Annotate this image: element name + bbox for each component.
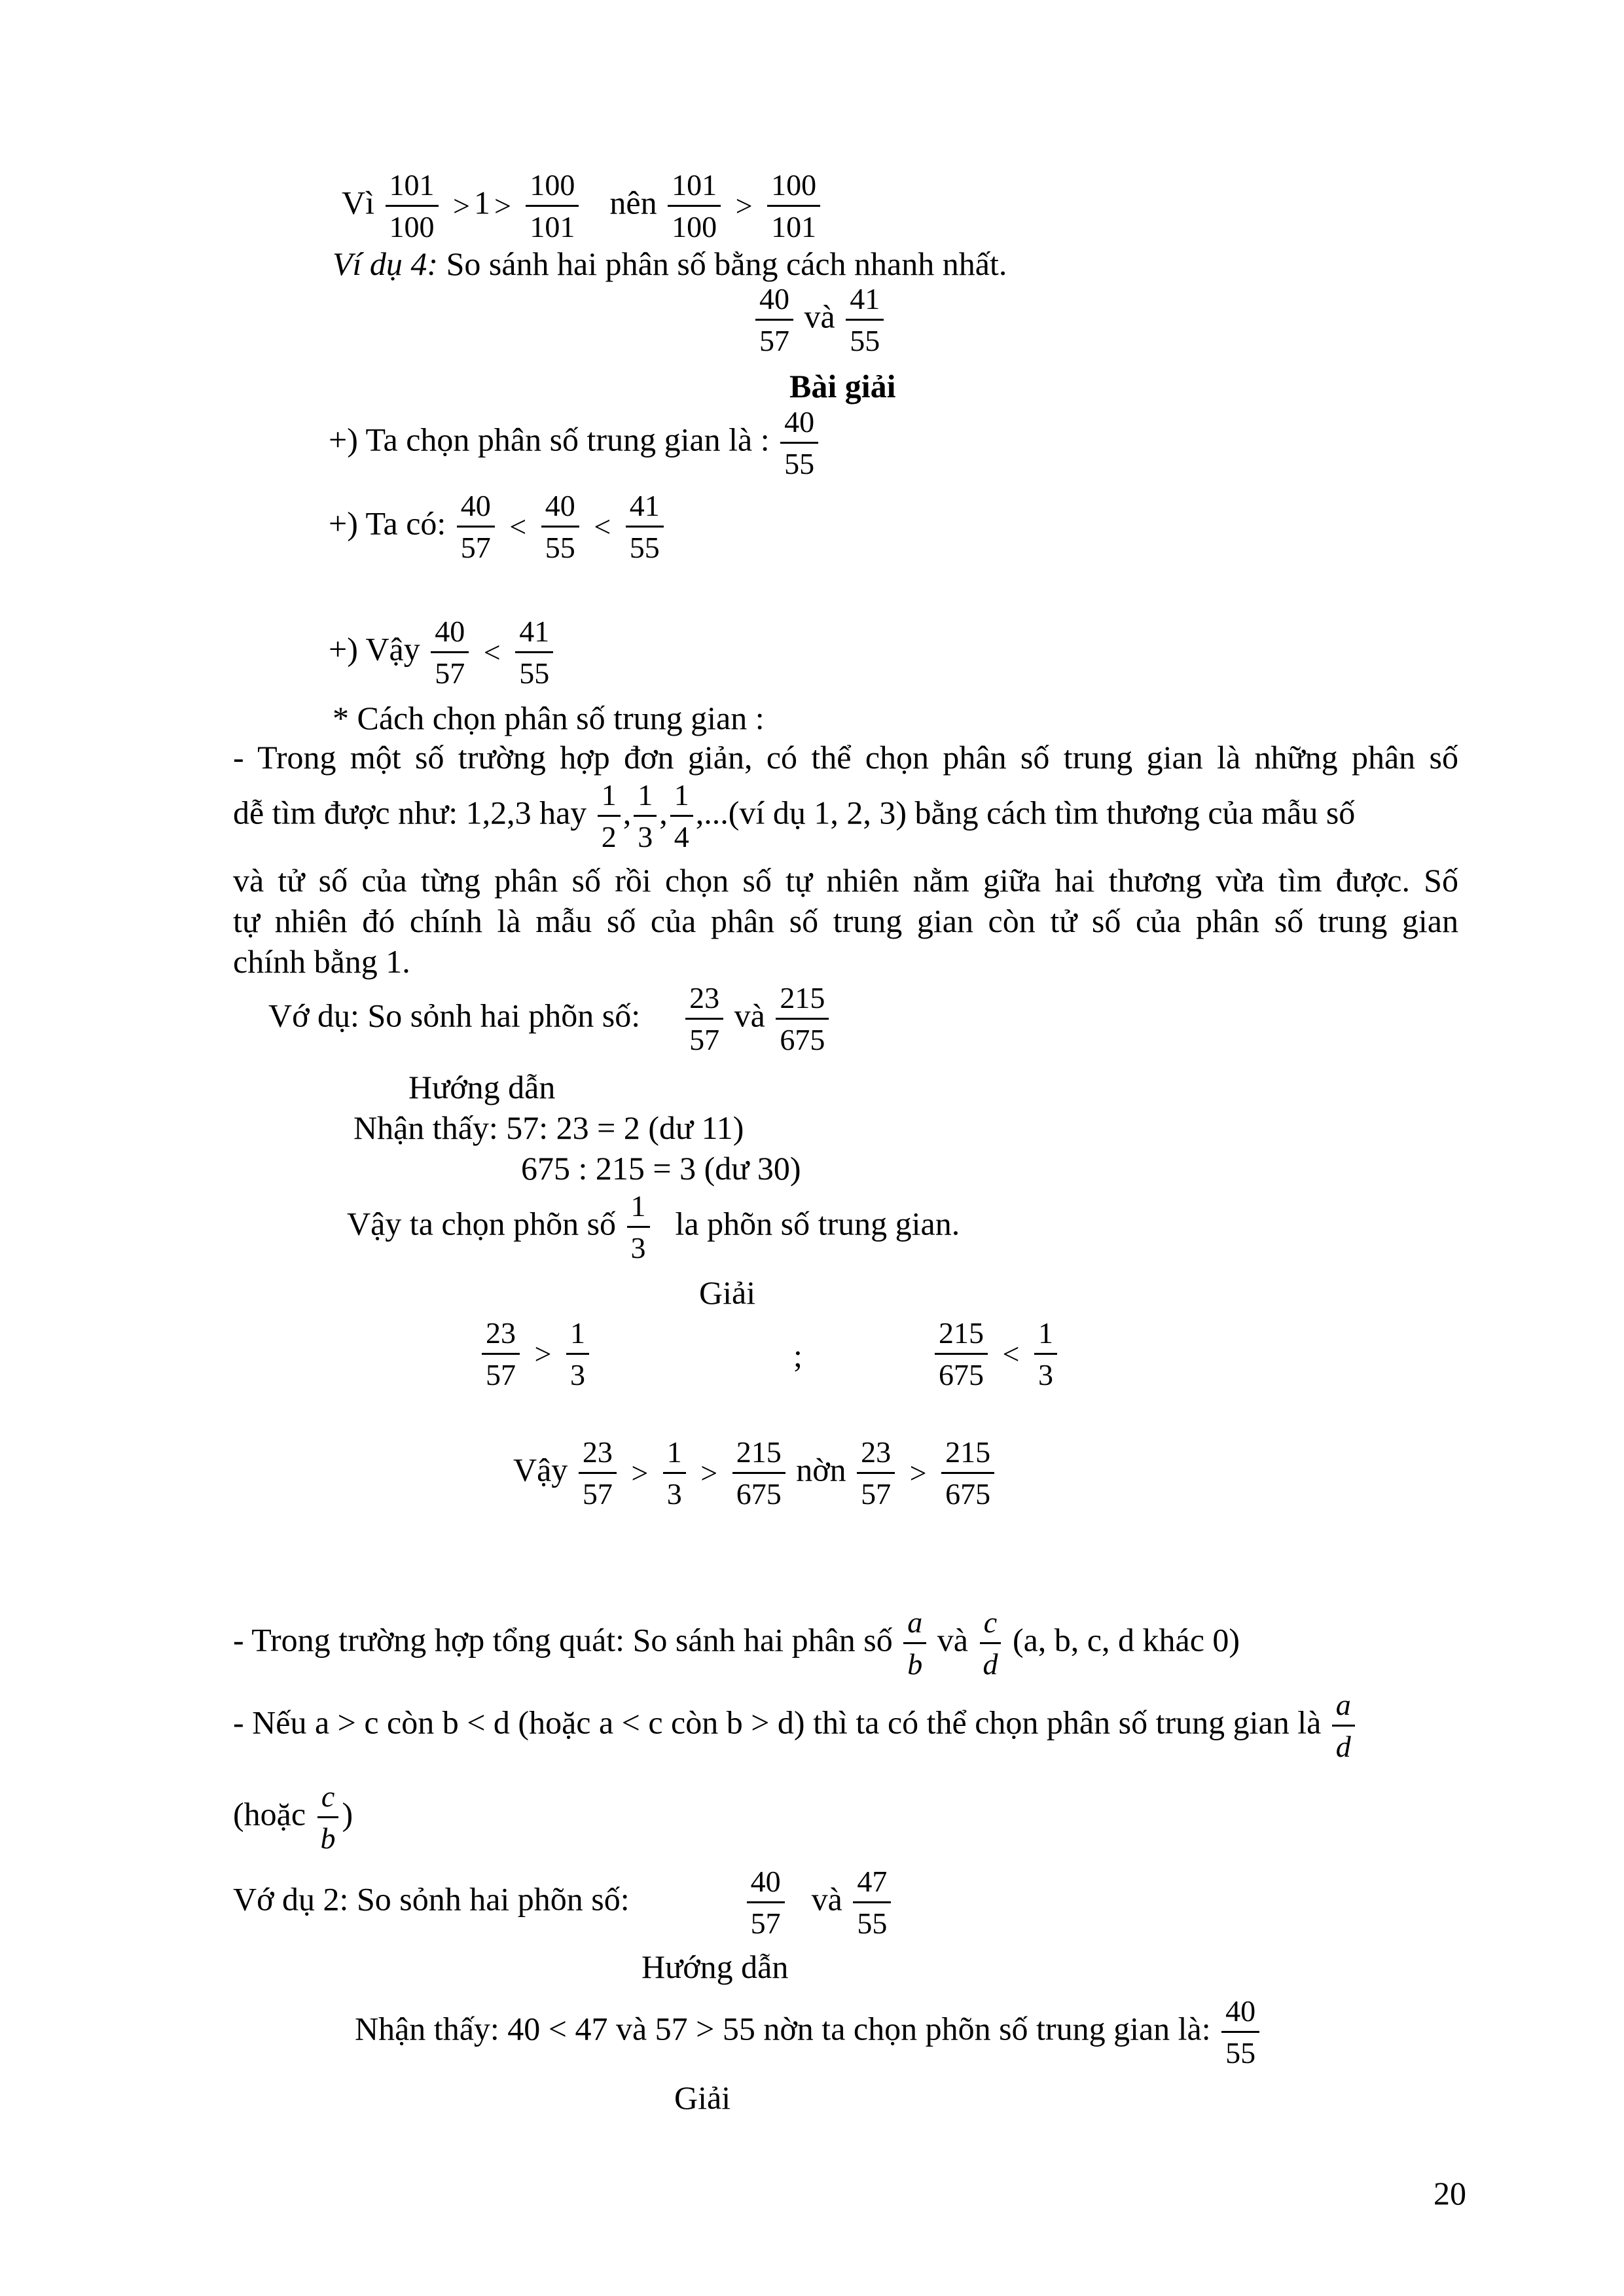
condition-line: - Nếu a > c còn b < d (hoặc a < c còn b > d) thì ta có thể chọn phân số trung gian là $\frac{a}{d}$ xyxy=(233,1689,1358,1763)
fraction: $\frac{101}{100}$ xyxy=(668,169,721,243)
fraction: $\frac{40}{55}$ xyxy=(1221,1995,1259,2070)
fraction: $\frac{41}{55}$ xyxy=(626,490,664,564)
solution-heading: Giải xyxy=(699,1274,756,1311)
fraction: $\frac{100}{101}$ xyxy=(526,169,579,243)
fraction: $\frac{23}{57}$ xyxy=(685,982,723,1056)
paragraph-line: chính bằng 1. xyxy=(233,943,410,980)
fraction: $\frac{101}{100}$ xyxy=(386,169,439,243)
fraction: $\frac{47}{55}$ xyxy=(853,1865,891,1940)
word-vi: Vì xyxy=(342,184,374,221)
fraction: $\frac{40}{57}$ xyxy=(431,615,469,690)
fraction: $\frac{23}{57}$ xyxy=(482,1317,520,1391)
fraction: $\frac{40}{57}$ xyxy=(457,490,495,564)
guide-heading: Hướng dẫn xyxy=(641,1948,789,1985)
paragraph-line: - Trong một số trường hợp đơn giản, có thể chọn phân số trung gian là những phân số xyxy=(233,739,1458,776)
solution-title: Bài giải xyxy=(789,368,896,404)
semicolon: ; xyxy=(793,1337,803,1374)
conclusion: Vậy $\frac{23}{57}$ > $\frac{1}{3}$ > $\frac{215}{675}$ nờn $\frac{23}{57}$ > $\frac{215}{675}$ xyxy=(513,1436,997,1511)
fraction: $\frac{215}{675}$ xyxy=(776,982,829,1056)
fraction: $\frac{215}{675}$ xyxy=(732,1436,785,1511)
step-1: +) Ta chọn phân số trung gian là : $\frac{40}{55}$ xyxy=(329,406,821,480)
step-2: +) Ta có: $\frac{40}{57}$ < $\frac{40}{55}$ < $\frac{41}{55}$ xyxy=(329,490,666,564)
fraction: $\frac{c}{d}$ xyxy=(979,1606,1001,1681)
example-4-fractions: $\frac{40}{57}$ và $\frac{41}{55}$ xyxy=(753,283,886,357)
choose-fraction: Vậy ta chọn phõn số $\frac{1}{3}$ la phõn số trung gian. xyxy=(347,1189,960,1265)
fraction: $\frac{41}{55}$ xyxy=(846,283,884,357)
fraction: $\frac{a}{d}$ xyxy=(1332,1689,1355,1763)
fraction: $\frac{1}{3}$ xyxy=(663,1436,686,1511)
fraction: $\frac{a}{b}$ xyxy=(903,1606,926,1681)
intro-comparison: Vì $\frac{101}{100}$ > 1 > $\frac{100}{101}$ nên $\frac{101}{100}$ > $\frac{100}{101}$ xyxy=(342,169,823,243)
fraction: $\frac{1}{4}$ xyxy=(670,779,693,853)
method-heading: * Cách chọn phân số trung gian : xyxy=(333,700,765,736)
example-4-heading: Ví dụ 4: So sánh hai phân số bằng cách nhanh nhất. xyxy=(333,245,1007,282)
fraction: $\frac{1}{3}$ xyxy=(634,779,657,853)
fraction: $\frac{1}{2}$ xyxy=(598,779,621,853)
fraction: $\frac{1}{3}$ xyxy=(627,1190,650,1265)
page-number: 20 xyxy=(1434,2175,1466,2212)
general-case: - Trong trường hợp tổng quát: So sánh hai phân số $\frac{a}{b}$ và $\frac{c}{d}$ (a, b, c, d khác 0) xyxy=(233,1605,1240,1681)
alternative-line: (hoặc $\frac{c}{b}$ ) xyxy=(233,1780,353,1855)
fraction: $\frac{23}{57}$ xyxy=(579,1436,617,1511)
fraction: $\frac{41}{55}$ xyxy=(515,615,553,690)
fraction: $\frac{100}{101}$ xyxy=(767,169,820,243)
fraction: $\frac{23}{57}$ xyxy=(857,1436,895,1511)
fraction: $\frac{40}{57}$ xyxy=(755,283,793,357)
comparison-left: $\frac{23}{57}$ > $\frac{1}{3}$ xyxy=(479,1317,592,1391)
fraction: $\frac{c}{b}$ xyxy=(317,1780,340,1855)
paragraph-line: dễ tìm được như: 1,2,3 hay $\frac{1}{2}$ , $\frac{1}{3}$ , $\frac{1}{4}$ ,...(ví dụ 1, 2, 3) bằng cách tìm thương của mẫu số xyxy=(233,778,1356,853)
example-2: Vớ dụ 2: So sỏnh hai phõn số: $\frac{40}{57}$ và $\frac{47}{55}$ xyxy=(233,1865,893,1940)
step-3: +) Vậy $\frac{40}{57}$ < $\frac{41}{55}$ xyxy=(329,615,556,690)
fraction: $\frac{215}{675}$ xyxy=(941,1436,994,1511)
guide-heading: Hướng dẫn xyxy=(408,1069,556,1105)
example-a: Vớ dụ: So sỏnh hai phõn số: $\frac{23}{57}$ và $\frac{215}{675}$ xyxy=(268,982,831,1056)
observation-line: Nhận thấy: 40 < 47 và 57 > 55 nờn ta chọn phõn số trung gian là: $\frac{40}{55}$ xyxy=(355,1995,1262,2070)
fraction: $\frac{40}{55}$ xyxy=(541,490,579,564)
fraction: $\frac{40}{57}$ xyxy=(747,1865,785,1940)
fraction: $\frac{1}{3}$ xyxy=(1034,1317,1057,1391)
fraction: $\frac{40}{55}$ xyxy=(780,406,818,480)
paragraph-line: và tử số của từng phân số rồi chọn số tự nhiên nằm giữa hai thương vừa tìm được. Số xyxy=(233,862,1458,899)
observation-line: 675 : 215 = 3 (dư 30) xyxy=(521,1150,801,1187)
word-nen: nên xyxy=(609,184,657,221)
observation-line: Nhận thấy: 57: 23 = 2 (dư 11) xyxy=(353,1109,744,1146)
paragraph-line: tự nhiên đó chính là mẫu số của phân số trung gian còn tử số của phân số trung gian xyxy=(233,903,1458,939)
fraction: $\frac{215}{675}$ xyxy=(935,1317,988,1391)
solution-heading: Giải xyxy=(674,2079,731,2116)
fraction: $\frac{1}{3}$ xyxy=(566,1317,589,1391)
number-one: 1 xyxy=(473,184,490,221)
comparison-right: $\frac{215}{675}$ < $\frac{1}{3}$ xyxy=(932,1317,1060,1391)
